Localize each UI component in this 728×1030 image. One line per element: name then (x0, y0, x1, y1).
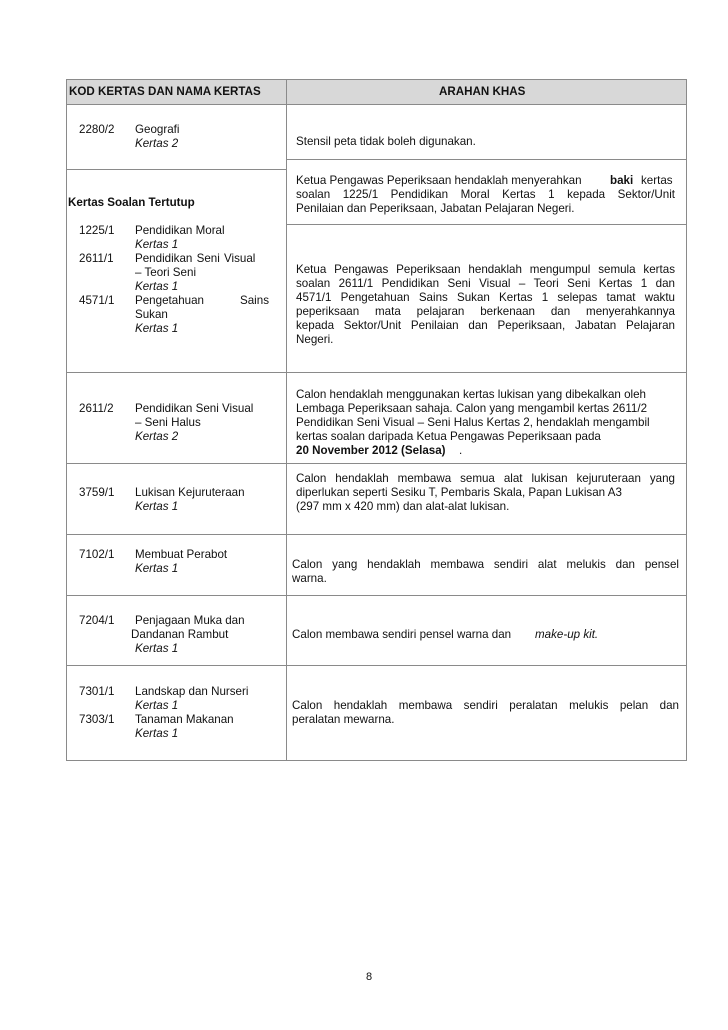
row-divider (286, 159, 686, 160)
row3-line4: kertas soalan daripada Ketua Pengawas Peperiksaan pada (296, 430, 601, 443)
row3-code: 2611/2 (79, 402, 114, 415)
instr-a-line2: soalan 1225/1 Pendidikan Moral Kertas 1 kepada Sektor/Unit (296, 188, 675, 201)
row2-subject-1: Pendidikan Moral (135, 224, 225, 237)
row7-code-1: 7301/1 (79, 685, 115, 698)
instr-a-line3: Penilaian dan Peperiksaan, Jabatan Pelajaran Negeri. (296, 202, 575, 215)
row2-code-2: 2611/1 (79, 252, 114, 265)
header-special-instructions: ARAHAN KHAS (439, 85, 526, 98)
row2-subject-3a2: Sains (240, 294, 270, 307)
row-divider (67, 595, 686, 596)
row5-subject: Membuat Perabot (135, 548, 228, 561)
header-paper-code-name: KOD KERTAS DAN NAMA KERTAS (69, 85, 261, 98)
row7-paper-2: Kertas 1 (135, 727, 179, 740)
row4-paper: Kertas 1 (135, 500, 179, 513)
instr-b-line2: soalan 2611/1 Pendidikan Seni Visual – Teori Seni Kertas 1 dan (296, 277, 675, 290)
row3-subject-b: – Seni Halus (135, 416, 201, 429)
column-divider (286, 80, 287, 760)
row5-line1: Calon yang hendaklah membawa sendiri alat melukis dan pensel (292, 558, 679, 571)
instr-b-line6: Negeri. (296, 333, 334, 346)
row2-paper-1: Kertas 1 (135, 238, 179, 251)
instr-b-line3: 4571/1 Pengetahuan Sains Sukan Kertas 1 selepas tamat waktu (296, 291, 675, 304)
row5-line2: warna. (292, 572, 327, 585)
row-divider (67, 534, 686, 535)
instr-a-line1a: Ketua Pengawas Peperiksaan hendaklah menyerahkan (296, 174, 582, 187)
row7-code-2: 7303/1 (79, 713, 115, 726)
row4-code: 3759/1 (79, 486, 115, 499)
instr-b-line4: peperiksaan mata pelajaran berkenaan dan menyerahkannya (296, 305, 675, 318)
row3-line1: Calon hendaklah menggunakan kertas lukisan yang dibekalkan oleh (296, 388, 646, 401)
row5-paper: Kertas 1 (135, 562, 179, 575)
row4-line3: (297 mm x 420 mm) dan alat-alat lukisan. (296, 500, 510, 513)
row-divider (67, 372, 686, 373)
row4-line1: Calon hendaklah membawa semua alat lukisan kejuruteraan yang (296, 472, 675, 485)
row2-subject-3a: Pengetahuan (135, 294, 204, 307)
row1-instruction: Stensil peta tidak boleh digunakan. (296, 135, 476, 148)
row7-subject-1: Landskap dan Nurseri (135, 685, 249, 698)
instr-b-line1: Ketua Pengawas Peperiksaan hendaklah mengumpul semula kertas (296, 263, 675, 276)
row2-subject-3b: Sukan (135, 308, 168, 321)
row4-subject: Lukisan Kejuruteraan (135, 486, 245, 499)
row2-code-1: 1225/1 (79, 224, 115, 237)
row3-line2: Lembaga Peperiksaan sahaja. Calon yang mengambil kertas 2611/2 (296, 402, 648, 415)
row1-code: 2280/2 (79, 123, 115, 136)
closed-papers-title: Kertas Soalan Tertutup (68, 196, 195, 209)
row3-line3: Pendidikan Seni Visual – Seni Halus Kertas 2, hendaklah mengambil (296, 416, 650, 429)
row-divider (67, 169, 286, 170)
row3-subject-a: Pendidikan Seni Visual (135, 402, 254, 415)
row6-line1b: make-up kit. (535, 628, 599, 641)
row3-paper: Kertas 2 (135, 430, 179, 443)
row6-code: 7204/1 (79, 614, 115, 627)
row6-subject-a: Penjagaan Muka dan (135, 614, 245, 627)
row5-code: 7102/1 (79, 548, 115, 561)
page-number: 8 (366, 971, 373, 983)
row1-paper: Kertas 2 (135, 137, 179, 150)
row-divider (67, 463, 686, 464)
row2-paper-3: Kertas 1 (135, 322, 179, 335)
row2-subject-2a: Pendidikan Seni Visual (135, 252, 256, 265)
table-header (67, 80, 686, 105)
row-divider (67, 665, 686, 666)
row3-date: 20 November 2012 (Selasa) (296, 444, 446, 457)
row2-code-3: 4571/1 (79, 294, 115, 307)
row-divider (286, 224, 686, 225)
row6-line1a: Calon membawa sendiri pensel warna dan (292, 628, 512, 641)
row7-line1: Calon hendaklah membawa sendiri peralatan melukis pelan dan (292, 699, 679, 712)
row2-paper-2: Kertas 1 (135, 280, 179, 293)
row7-subject-2: Tanaman Makanan (135, 713, 234, 726)
row6-paper: Kertas 1 (135, 642, 179, 655)
instr-a-line1b: baki (610, 174, 634, 187)
row4-line2: diperlukan seperti Sesiku T, Pembaris Skala, Papan Lukisan A3 (296, 486, 622, 499)
row1-subject: Geografi (135, 123, 180, 136)
row2-subject-2b: – Teori Seni (135, 266, 197, 279)
row6-subject-b: Dandanan Rambut (131, 628, 229, 641)
instr-a-line1c: kertas (641, 174, 673, 187)
row3-date-period: . (459, 444, 463, 457)
special-instructions-table (66, 79, 687, 761)
instr-b-line5: kepada Sektor/Unit Penilaian dan Peperiksaan, Jabatan Pelajaran (296, 319, 675, 332)
row7-line2: peralatan mewarna. (292, 713, 395, 726)
row7-paper-1: Kertas 1 (135, 699, 179, 712)
